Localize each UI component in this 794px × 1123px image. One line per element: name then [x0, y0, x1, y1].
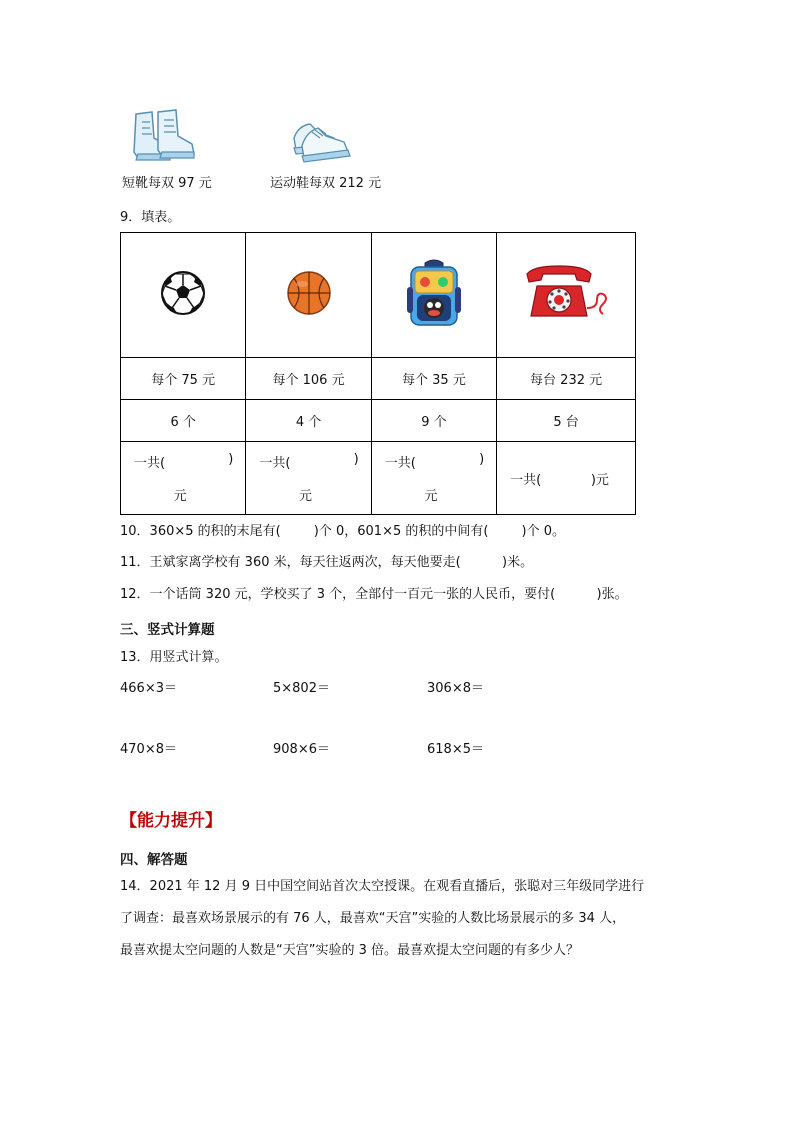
- cell-telephone: [497, 233, 636, 358]
- expr-4: 470×8＝: [120, 742, 177, 757]
- expr-5: 908×6＝: [273, 742, 330, 757]
- total-close: ): [228, 452, 234, 467]
- count-3: 9 个: [371, 400, 496, 442]
- total-unit: 元: [424, 489, 438, 504]
- total-open: 一共(: [384, 456, 416, 471]
- sneaker-price-label: 运动鞋每双 212 元: [270, 176, 382, 191]
- q13-title: 13．用竖式计算。: [120, 650, 228, 665]
- total-open: 一共(: [134, 456, 166, 471]
- count-4: 5 台: [497, 400, 636, 442]
- basketball-icon: [286, 270, 332, 316]
- total-cell-4[interactable]: 一共( )元: [497, 442, 636, 515]
- cell-soccer: [121, 233, 246, 358]
- total-cell-1[interactable]: [121, 442, 246, 515]
- boots-icon: [128, 108, 200, 166]
- section-3-heading: 三、竖式计算题: [120, 622, 215, 638]
- count-1: 6 个: [121, 400, 246, 442]
- total-cell-2[interactable]: [246, 442, 371, 515]
- price-4: 每台 232 元: [497, 358, 636, 400]
- price-3: 每个 35 元: [371, 358, 496, 400]
- section-4-heading: 四、解答题: [120, 852, 188, 868]
- count-2: 4 个: [246, 400, 371, 442]
- total-unit: 元: [299, 489, 313, 504]
- price-1: 每个 75 元: [121, 358, 246, 400]
- q11: 11．王斌家离学校有 360 米，每天往返两次，每天他要走( )米。: [120, 555, 534, 570]
- sneakers-icon: [288, 112, 354, 164]
- total-open: 一共(: [259, 456, 291, 471]
- backpack-icon: [405, 257, 463, 329]
- price-2: 每个 106 元: [246, 358, 371, 400]
- fill-table: [120, 232, 636, 515]
- q9-title: 9．填表。: [120, 210, 181, 225]
- q10: 10．360×5 的积的末尾有( )个 0，601×5 的积的中间有( )个 0。: [120, 524, 565, 539]
- expr-6: 618×5＝: [427, 742, 484, 757]
- total-close: ): [353, 452, 359, 467]
- expr-1: 466×3＝: [120, 681, 177, 696]
- soccer-ball-icon: [160, 270, 206, 316]
- cell-backpack: [371, 233, 496, 358]
- q14-line-3: 最喜欢提太空问题的人数是“天宫”实验的 3 倍。最喜欢提太空问题的有多少人？: [120, 943, 580, 958]
- total-unit: 元: [173, 489, 187, 504]
- q14-line-2: 了调查：最喜欢场景展示的有 76 人，最喜欢“天宫”实验的人数比场景展示的多 34 人，: [120, 911, 626, 926]
- q12: 12．一个话筒 320 元，学校买了 3 个，全部付一百元一张的人民币，要付( )张。: [120, 587, 628, 602]
- telephone-icon: [523, 264, 609, 322]
- q14-line-1: 14．2021 年 12 月 9 日中国空间站首次太空授课。在观看直播后，张聪对三年级同学进行: [120, 879, 645, 894]
- boot-price-label: 短靴每双 97 元: [122, 176, 212, 191]
- total-cell-3[interactable]: [371, 442, 496, 515]
- expr-2: 5×802＝: [273, 681, 330, 696]
- ability-heading: 【能力提升】: [120, 811, 222, 831]
- total-close: ): [479, 452, 485, 467]
- cell-basketball: [246, 233, 371, 358]
- expr-3: 306×8＝: [427, 681, 484, 696]
